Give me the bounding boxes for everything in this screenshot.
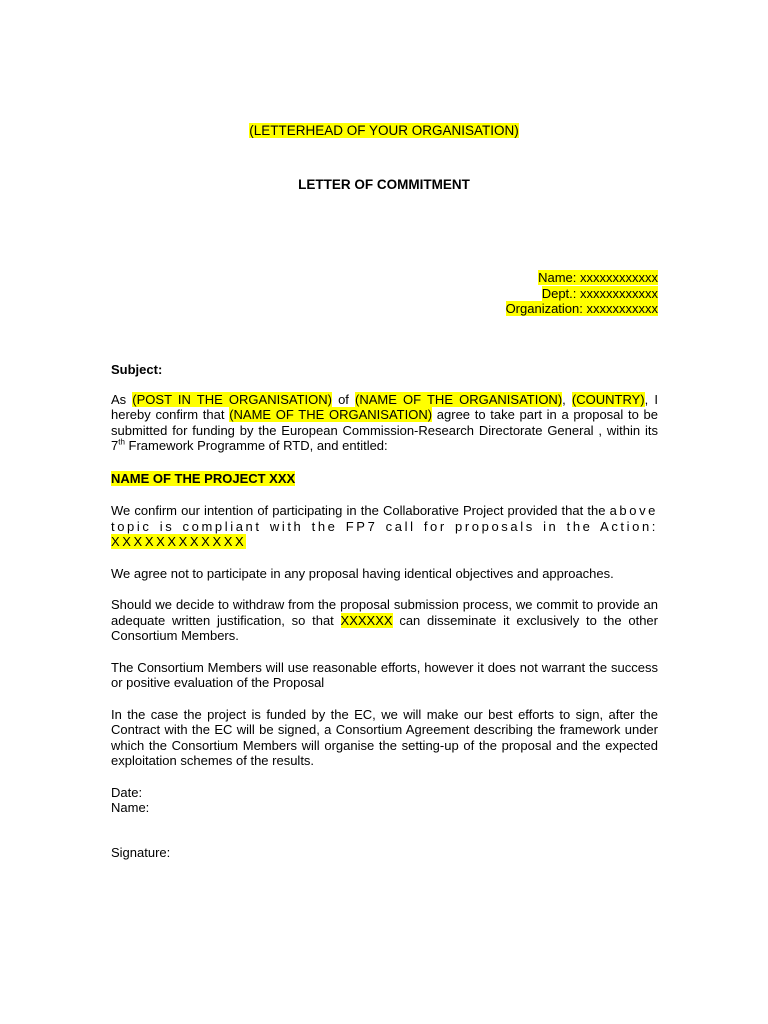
p1-rest: agree to take part in a proposal to be submitted for funding by the European Commission-Research Directorate General , within its 7 (111, 407, 658, 453)
letter-body (111, 362, 658, 860)
letter-title: LETTER OF COMMITMENT (298, 177, 470, 192)
p1-as: As (111, 391, 127, 407)
date-label: Date: (111, 784, 143, 800)
post-placeholder: (POST IN THE ORGANISATION) (132, 391, 332, 407)
p2-start: We confirm our intention of participating in the Collaborative Project provided that the (111, 503, 606, 518)
paragraph-commitment (111, 392, 658, 454)
address-name: Name: xxxxxxxxxxxx (538, 270, 658, 285)
p1-comma: , (562, 391, 566, 407)
project-name-placeholder: NAME OF THE PROJECT XXX (111, 470, 296, 486)
recipient-address (506, 270, 658, 317)
p1-superscript: th (118, 437, 125, 447)
signature-block (111, 785, 658, 861)
p2-spaced: above topic is compliant with the FP7 call for proposals in the Action: (111, 503, 658, 534)
paragraph-intention (111, 503, 658, 550)
country-placeholder: (COUNTRY) (571, 391, 645, 407)
paragraph-funding: In the case the project is funded by the EC, we will make our best efforts to sign, after the Contract with the EC will be signed, a Consortium Agreement describing the framework under which the Consortium Members will organise the setting-up of the proposal and the expected exploitation schemes of the results. (111, 706, 658, 768)
address-organization: Organization: xxxxxxxxxxx (505, 301, 658, 316)
paragraph-efforts: The Consortium Members will use reasonable efforts, however it does not warrant the success or positive evaluation of the Proposal (111, 659, 658, 690)
project-name-line (111, 471, 658, 487)
p4-end: can disseminate it exclusively to the other Consortium Members. (111, 612, 658, 643)
address-dept: Dept.: xxxxxxxxxxxx (541, 285, 658, 301)
action-placeholder: XXXXXXXXXXXX (111, 534, 247, 549)
p1-end: Framework Programme of RTD, and entitled: (124, 438, 388, 453)
p1-confirm: , I hereby confirm that (111, 391, 658, 422)
letterhead-text: (LETTERHEAD OF YOUR ORGANISATION) (249, 123, 519, 138)
paragraph-no-duplicate: We agree not to participate in any proposal having identical objectives and approaches. (111, 565, 614, 581)
organisation-name-placeholder: (NAME OF THE ORGANISATION) (355, 391, 563, 407)
paragraph-withdraw (111, 597, 658, 644)
name-label: Name: (111, 800, 150, 815)
subject-label: Subject: (111, 362, 163, 377)
letterhead-placeholder (0, 123, 768, 139)
organisation-name-placeholder-2: (NAME OF THE ORGANISATION) (229, 407, 433, 422)
signature-label: Signature: (111, 844, 171, 860)
p4-start: Should we decide to withdraw from the proposal submission process, we commit to provide an adequate written justification, so that (111, 597, 658, 628)
disseminator-placeholder: XXXXXX (340, 612, 393, 628)
p1-of: of (338, 391, 349, 407)
